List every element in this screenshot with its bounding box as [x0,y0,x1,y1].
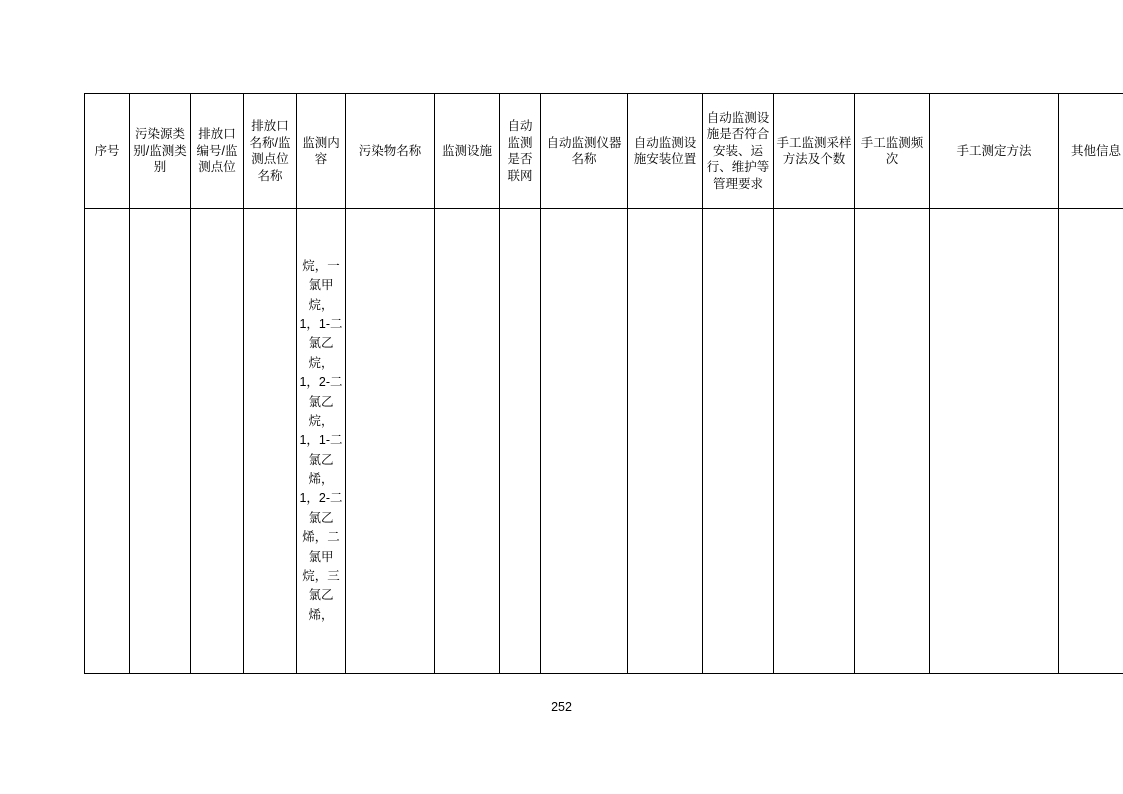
table-cell-auto-install-location [628,209,703,674]
table-header-cell-auto-install-location: 自动监测设施安装位置 [628,94,703,209]
table-cell-pollutant-name [346,209,435,674]
table-header-cell-outlet-code: 排放口编号/监测点位 [191,94,244,209]
table-cell-manual-sampling-method [774,209,855,674]
table-header-cell-auto-compliance: 自动监测设施是否符合安装、运行、维护等管理要求 [703,94,774,209]
table-header-cell-auto-networked: 自动监测是否联网 [500,94,541,209]
monitoring-table-container [84,93,1121,674]
table-header-cell-source-category: 污染源类别/监测类别 [130,94,191,209]
table-header-cell-monitoring-content: 监测内容 [297,94,346,209]
table-cell-auto-networked [500,209,541,674]
page-number: 252 [551,700,572,714]
table-cell-source-category [130,209,191,674]
table-cell-auto-instrument-name [541,209,628,674]
table-header-cell-manual-measurement-method: 手工测定方法 [930,94,1059,209]
table-cell-serial [85,209,130,674]
table-header-cell-pollutant-name: 污染物名称 [346,94,435,209]
table-header-cell-serial: 序号 [85,94,130,209]
table-cell-other-info [1059,209,1123,674]
table-cell-monitoring-content: 烷，一氯甲烷，1，1-二氯乙烷，1，2-二氯乙烷，1，1-二氯乙烯，1，2-二氯乙烯，二氯甲烷，三氯乙烯， [297,209,346,674]
table-header [85,94,1123,209]
table-header-cell-monitoring-facility: 监测设施 [435,94,500,209]
table-body [85,209,1123,674]
table-cell-auto-compliance [703,209,774,674]
monitoring-table [84,93,1123,674]
table-header-cell-outlet-name: 排放口名称/监测点位名称 [244,94,297,209]
table-header-row [85,94,1123,209]
table-header-cell-other-info: 其他信息 [1059,94,1123,209]
table-cell-outlet-code [191,209,244,674]
table-cell-manual-measurement-method [930,209,1059,674]
table-cell-manual-frequency [855,209,930,674]
table-row [85,209,1123,674]
table-header-cell-manual-frequency: 手工监测频次 [855,94,930,209]
table-header-cell-auto-instrument-name: 自动监测仪器名称 [541,94,628,209]
table-cell-monitoring-facility [435,209,500,674]
table-cell-outlet-name [244,209,297,674]
table-header-cell-manual-sampling-method: 手工监测采样方法及个数 [774,94,855,209]
